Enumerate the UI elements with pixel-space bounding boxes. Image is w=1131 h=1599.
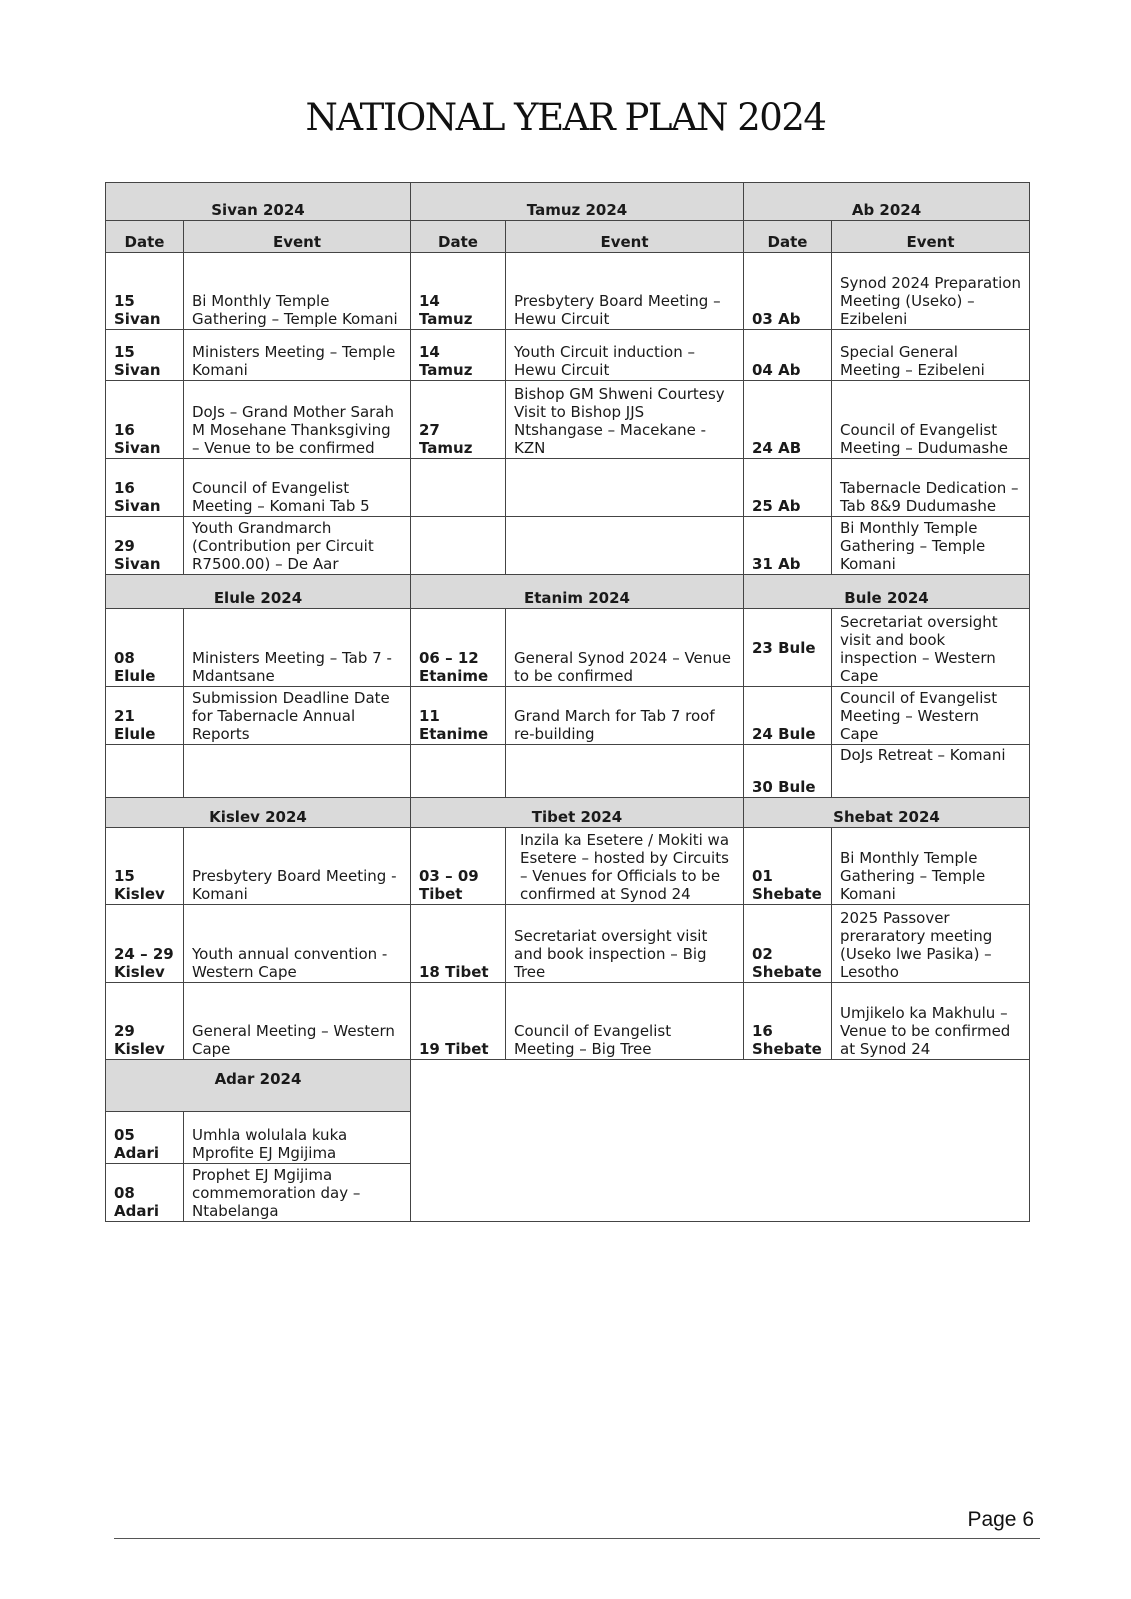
event-date: 21 Elule [106,687,184,745]
event-description: Tabernacle Dedication – Tab 8&9 Dudumashe [832,459,1030,517]
event-date: 31 Ab [744,517,832,575]
event-description: 2025 Passover preraratory meeting (Useko lwe Pasika) – Lesotho [832,905,1030,983]
event-date: 24 – 29 Kislev [106,905,184,983]
event-description: Secretariat oversight visit and book inspection – Western Cape [832,609,1030,687]
event-date [411,745,506,798]
event-description: Youth annual convention - Western Cape [184,905,411,983]
event-column-header: Event [506,221,744,253]
table-row [106,609,1030,687]
event-date: 27 Tamuz [411,381,506,459]
event-date: 16 Shebate [744,983,832,1060]
event-description: Bishop GM Shweni Courtesy Visit to Bishop JJS Ntshangase – Macekane - KZN [506,381,744,459]
event-date: 23 Bule [744,609,832,687]
event-description: General Meeting – Western Cape [184,983,411,1060]
event-description: General Synod 2024 – Venue to be confirmed [506,609,744,687]
event-date: 06 – 12 Etanime [411,609,506,687]
event-description: Council of Evangelist Meeting – Western Cape [832,687,1030,745]
event-description: Inzila ka Esetere / Mokiti wa Esetere – hosted by Circuits – Venues for Officials to be confirmed at Synod 24 [506,828,744,905]
event-date: 01 Shebate [744,828,832,905]
date-column-header: Date [744,221,832,253]
month-header-adar: Adar 2024 [106,1060,411,1112]
event-date: 24 Bule [744,687,832,745]
event-date: 05 Adari [106,1112,184,1164]
event-description [506,459,744,517]
event-date [106,745,184,798]
event-description: Bi Monthly Temple Gathering – Temple Komani [184,253,411,330]
event-date: 24 AB [744,381,832,459]
table-row [106,459,1030,517]
table-row [106,253,1030,330]
month-header-tibet: Tibet 2024 [411,798,744,828]
event-date: 29 Sivan [106,517,184,575]
event-description [506,517,744,575]
event-description: Youth Grandmarch (Contribution per Circuit R7500.00) – De Aar [184,517,411,575]
page-number: Page 6 [967,1508,1034,1531]
event-date: 04 Ab [744,330,832,381]
event-description: Bi Monthly Temple Gathering – Temple Komani [832,517,1030,575]
table-row [106,745,1030,798]
event-date: 03 – 09 Tibet [411,828,506,905]
event-description: Council of Evangelist Meeting – Komani Tab 5 [184,459,411,517]
month-header-shebat: Shebat 2024 [744,798,1030,828]
table-row [106,381,1030,459]
table-row [106,828,1030,905]
month-header-kislev: Kislev 2024 [106,798,411,828]
event-date: 15 Kislev [106,828,184,905]
event-date [411,459,506,517]
event-date: 14 Tamuz [411,330,506,381]
footer-divider [114,1538,1040,1539]
event-description: DoJs – Grand Mother Sarah M Mosehane Thanksgiving – Venue to be confirmed [184,381,411,459]
table-row [106,330,1030,381]
month-header-elule: Elule 2024 [106,575,411,609]
event-date: 29 Kislev [106,983,184,1060]
month-header-ab: Ab 2024 [744,183,1030,221]
month-header-tamuz: Tamuz 2024 [411,183,744,221]
event-description: Umjikelo ka Makhulu – Venue to be confirmed at Synod 24 [832,983,1030,1060]
event-column-header: Event [832,221,1030,253]
event-description: Youth Circuit induction – Hewu Circuit [506,330,744,381]
date-column-header: Date [106,221,184,253]
event-date: 18 Tibet [411,905,506,983]
event-description: Presbytery Board Meeting - Komani [184,828,411,905]
year-plan-table [105,182,1030,1222]
event-date: 16 Sivan [106,381,184,459]
month-header-bule: Bule 2024 [744,575,1030,609]
empty-area [411,1060,1030,1222]
event-date: 25 Ab [744,459,832,517]
event-description: Synod 2024 Preparation Meeting (Useko) – Ezibeleni [832,253,1030,330]
event-date: 15 Sivan [106,330,184,381]
event-description: Council of Evangelist Meeting – Dudumashe [832,381,1030,459]
table-row [106,983,1030,1060]
event-description: Grand March for Tab 7 roof re-building [506,687,744,745]
event-date: 19 Tibet [411,983,506,1060]
event-date: 08 Adari [106,1164,184,1222]
event-date [411,517,506,575]
event-description: Prophet EJ Mgijima commemoration day – Ntabelanga [184,1164,411,1222]
event-column-header: Event [184,221,411,253]
event-date: 02 Shebate [744,905,832,983]
event-description: Special General Meeting – Ezibeleni [832,330,1030,381]
event-date: 03 Ab [744,253,832,330]
event-description: Presbytery Board Meeting – Hewu Circuit [506,253,744,330]
event-date: 15 Sivan [106,253,184,330]
event-date: 11 Etanime [411,687,506,745]
table-row [106,687,1030,745]
event-description [506,745,744,798]
month-header-sivan: Sivan 2024 [106,183,411,221]
event-date: 30 Bule [744,745,832,798]
event-description: Council of Evangelist Meeting – Big Tree [506,983,744,1060]
event-description: Secretariat oversight visit and book inspection – Big Tree [506,905,744,983]
table-row [106,905,1030,983]
event-description: Bi Monthly Temple Gathering – Temple Komani [832,828,1030,905]
month-header-etanim: Etanim 2024 [411,575,744,609]
event-date: 08 Elule [106,609,184,687]
event-description: Ministers Meeting – Tab 7 - Mdantsane [184,609,411,687]
date-column-header: Date [411,221,506,253]
event-description: Submission Deadline Date for Tabernacle Annual Reports [184,687,411,745]
event-description [184,745,411,798]
event-date: 14 Tamuz [411,253,506,330]
event-description: Umhla wolulala kuka Mprofite EJ Mgijima [184,1112,411,1164]
event-description: DoJs Retreat – Komani [832,745,1030,798]
page-title: NATIONAL YEAR PLAN 2024 [305,96,826,139]
event-date: 16 Sivan [106,459,184,517]
event-description: Ministers Meeting – Temple Komani [184,330,411,381]
table-row [106,517,1030,575]
